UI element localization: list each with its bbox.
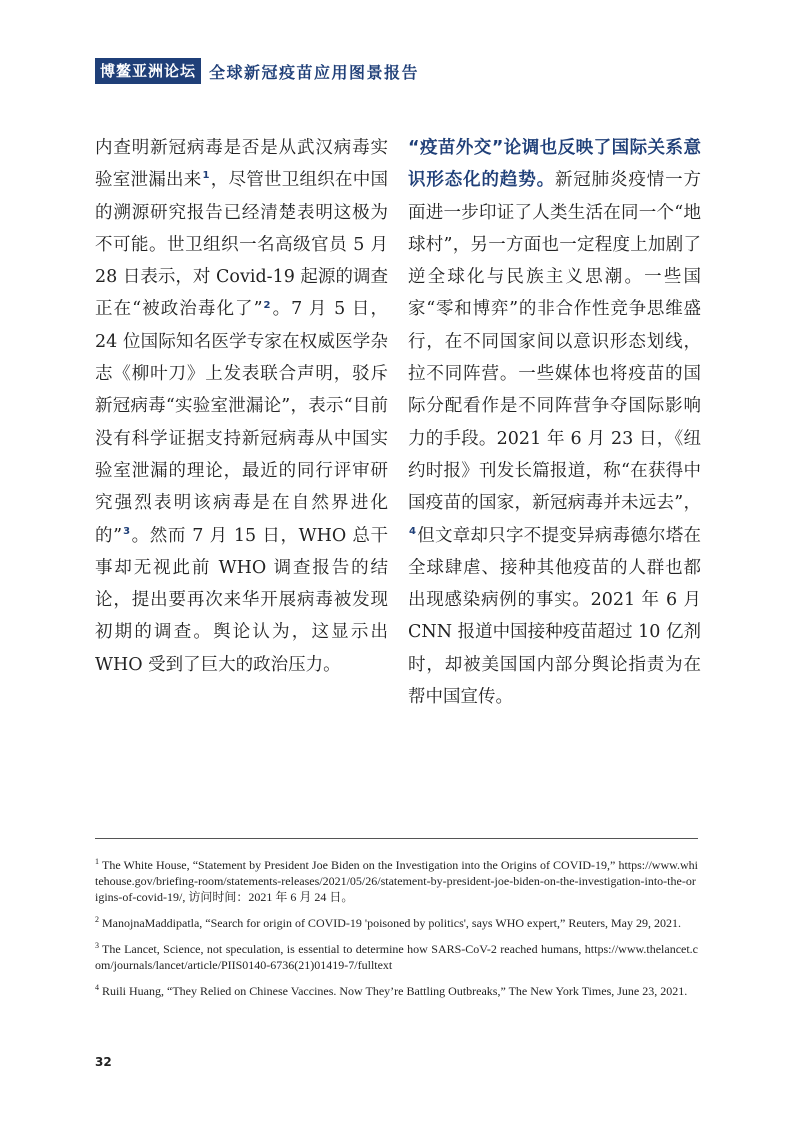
left-text-part: ，尽管世卫组织在中国的溯源研究报告已经清楚表明这极为不可能。世卫组织一名高级官员 5 月 28 日表示，对 Covid-19 起源的调查正在“被政治毒化了” — [95, 170, 389, 320]
left-column — [95, 132, 388, 681]
footnote-3 — [95, 941, 698, 973]
right-column — [408, 132, 701, 713]
footnote-number: 4 — [95, 983, 99, 992]
left-text-part: 。7 月 5 日，24 位国际知名医学专家在权威医学杂志《柳叶刀》上发表联合声明，驳斥新冠病毒“实验室泄漏论”，表示“目前没有科学证据支持新冠病毒从中国实验室泄漏的理论，最近的同行评审研究强烈表明该病毒是在自然界进化的” — [95, 299, 388, 546]
right-text-part: 但文章却只字不提变异病毒德尔塔在全球肆虐、接种其他疫苗的人群也都出现感染病例的事实。2021 年 6 月 CNN 报道中国接种疫苗超过 10 亿剂时，却被美国国内部分舆论指责为在帮中国宣传。 — [408, 525, 701, 708]
forum-badge: 博鳌亚洲论坛 — [95, 58, 201, 84]
right-paragraph — [408, 132, 701, 713]
left-text-part: 。然而 7 月 15 日，WHO 总干事却无视此前 WHO 调查报告的结论，提出要再次来华开展病毒被发现初期的调查。舆论认为，这显示出 WHO 受到了巨大的政治压力。 — [95, 525, 388, 675]
footnote-text: The Lancet, Science, not speculation, is essential to determine how SARS-CoV-2 reached humans, https://www.thelancet.com/journals/lancet/article/PIIS0140-6736(21)01419-7/fulltext — [95, 942, 698, 972]
footnote-ref-4[interactable]: 4 — [409, 525, 416, 537]
footnote-ref-1[interactable]: 1 — [202, 170, 210, 182]
footnote-text: ManojnaMaddipatla, “Search for origin of COVID-19 'poisoned by politics', says WHO expert,” Reuters, May 29, 2021. — [102, 916, 681, 930]
page-number: 32 — [95, 1055, 112, 1069]
footnote-ref-2[interactable]: 2 — [263, 299, 271, 311]
left-text-part: 内查明新冠病毒是否是从武汉病毒实验室泄漏出来 — [95, 138, 388, 191]
footnote-text: Ruili Huang, “They Relied on Chinese Vaccines. Now They’re Battling Outbreaks,” The New York Times, June 23, 2021. — [102, 984, 688, 998]
footnote-1 — [95, 857, 698, 905]
left-paragraph — [95, 132, 388, 681]
running-header — [95, 58, 419, 84]
footnote-divider — [95, 838, 698, 839]
right-text-part: 新冠肺炎疫情一方面进一步印证了人类生活在同一个“地球村”，另一方面也一定程度上加剧了逆全球化与民族主义思潮。一些国家“零和博弈”的非合作性竞争思维盛行，在不同国家间以意识形态划线，拉不同阵营。一些媒体也将疫苗的国际分配看作是不同阵营争夺国际影响力的手段。2021 年 6 月 23 日，《纽约时报》刊发长篇报道，称“在获得中国疫苗的国家，新冠病毒并未远去”， — [408, 170, 702, 514]
footnote-text: The White House, “Statement by President Joe Biden on the Investigation into the Origins of COVID-19,” https://www.whitehouse.gov/briefing-room/statements-releases/2021/05/26/statement-by-president-joe-biden-on-the-investigation-into-the-origins-of-covid-19/, 访问时间：2021 年 6 月 24 日。 — [95, 858, 698, 904]
report-title: 全球新冠疫苗应用图景报告 — [209, 62, 420, 82]
section-lead: “疫苗外交”论调也反映了国际关系意识形态化的趋势。 — [408, 138, 701, 191]
footnote-number: 1 — [95, 857, 99, 866]
footnote-number: 3 — [95, 941, 99, 950]
footnote-2 — [95, 915, 698, 931]
footnotes — [95, 857, 698, 1009]
footnote-number: 2 — [95, 915, 99, 924]
footnote-4 — [95, 983, 698, 999]
footnote-ref-3[interactable]: 3 — [123, 525, 131, 537]
